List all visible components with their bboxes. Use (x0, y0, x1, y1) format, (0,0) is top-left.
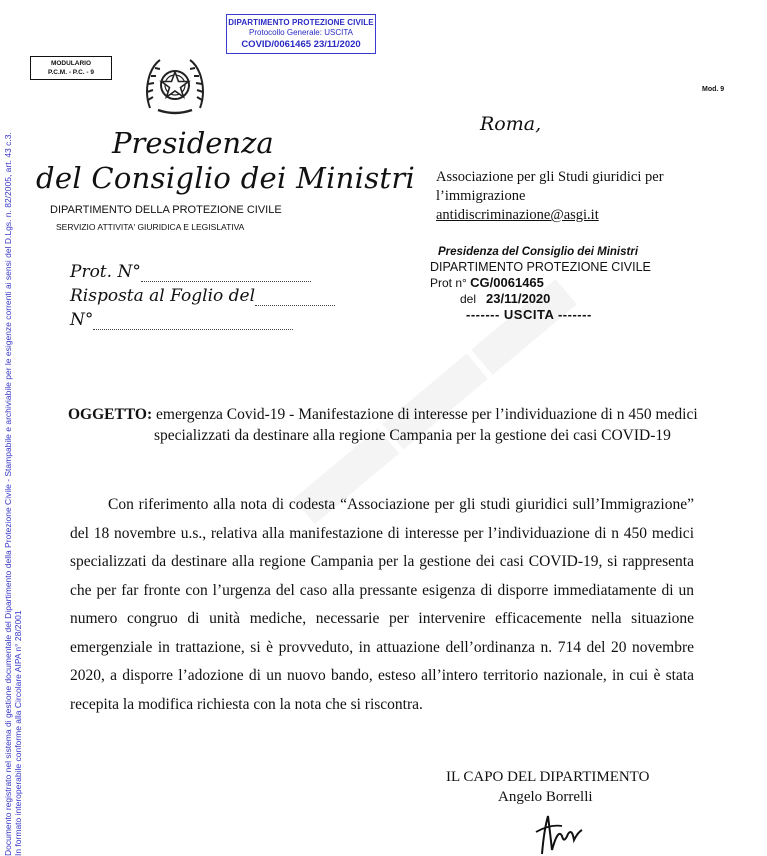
prot-blank-line (141, 265, 311, 282)
handwritten-signature-icon (528, 810, 588, 856)
subject-line-2: specializzati da destinare alla regione Campania per la gestione dei casi COVID-19 (154, 427, 671, 444)
signatory-title: IL CAPO DEL DIPARTIMENTO (446, 769, 650, 785)
city-label: Roma, (480, 113, 542, 135)
protocol-stamp (430, 245, 651, 322)
stamp-protocol-type: Protocollo Generale: USCITA (249, 28, 353, 37)
modulario-code: P.C.M. - P.C. - 9 (48, 69, 94, 76)
margin-registration-note (3, 36, 33, 856)
n-label: N° (70, 310, 94, 330)
n-blank-line (93, 313, 293, 330)
modulario-box (30, 56, 112, 80)
protocol-number-label: Prot n° (430, 276, 467, 290)
risposta-blank-line (255, 289, 335, 306)
letter-body: Con riferimento alla nota di codesta “Associazione per gli studi giuridici sull’Immigrazione” del 18 novembre u.s., relativa alla manifestazione di interesse per l’individuazione di n 450 medici specializzati da destinare alla regione Campania per la gestione dei casi COVID-19, si rappresenta che per far fronte con l’urgenza del caso alla pressante esigenza di disporre immediatamente di un numero congruo di unità mediche, necessarie per intervenire efficacemente nella situazione emergenziale in trattazione, si è provveduto, in attuazione dell’ordinanza n. 714 del 20 novembre 2020, a disporre l’adozione di un nuovo bando, esteso all’intero territorio nazionale, in cui è stata recepita la modifica richiesta con la nota che si riscontra. (70, 496, 694, 713)
protocol-stamp-number-row (430, 275, 651, 291)
signatory-name: Angelo Borrelli (498, 789, 593, 805)
protocol-stamp-department: DIPARTIMENTO PROTEZIONE CIVILE (430, 260, 651, 274)
prot-row (70, 258, 335, 282)
model-number: Mod. 9 (702, 86, 725, 93)
modulario-label: MODULARIO (50, 60, 92, 67)
protocol-direction: ------- USCITA ------- (466, 307, 592, 322)
protocol-stamp-presidenza: Presidenza del Consiglio dei Ministri (438, 246, 639, 258)
protocol-number-value: CG/0061465 (470, 275, 544, 290)
protocol-stamp-date-row (460, 291, 651, 307)
margin-note-line-1: Documento registrato nel sistema di gestione documentale del Dipartimento della Protezione Civile - Stampabile e archiviabile per le esigenze correnti ai sensi del D.Lgs. n. 82/2005, art. 43 c.3. (3, 132, 13, 856)
addressee-line-2: l’immigrazione (436, 188, 526, 204)
addressee-line-1: Associazione per gli Studi giuridici per (436, 169, 664, 185)
addressee-email-link[interactable]: antidiscriminazione@asgi.it (436, 207, 599, 223)
risposta-label: Risposta al Foglio del (70, 286, 256, 306)
stamp-protocol-number: COVID/0061465 23/11/2020 (241, 39, 361, 50)
presidenza-heading: Presidenza (112, 126, 274, 160)
service-name: SERVIZIO ATTIVITA' GIURIDICA E LEGISLATIVA (56, 222, 245, 232)
risposta-row (70, 282, 335, 306)
n-row (70, 306, 335, 330)
margin-note-line-2: In formato interoperabile conforme alla Circolare AIPA n° 28/2001 (13, 610, 23, 856)
stamp-department: DIPARTIMENTO PROTEZIONE CIVILE (228, 18, 374, 27)
protocol-date-value: 23/11/2020 (486, 291, 551, 306)
protocol-date-label: del (460, 292, 477, 306)
subject-label: OGGETTO (68, 406, 147, 423)
department-name: DIPARTIMENTO DELLA PROTEZIONE CIVILE (50, 204, 282, 216)
subject-line-1: emergenza Covid-19 - Manifestazione di interesse per l’individuazione di n 450 medici (156, 406, 698, 423)
italian-republic-emblem-icon (140, 52, 210, 118)
prot-label: Prot. N° (70, 262, 141, 282)
protocol-reference-fields (70, 258, 335, 330)
consiglio-ministri-heading: del Consiglio dei Ministri (36, 161, 416, 195)
subject-block: OGGETTO: emergenza Covid-19 - Manifestazione di interesse per l’individuazione di n 450 medici specializzati da destinare alla regione Campania per la gestione dei casi COVID-19 (68, 404, 748, 446)
addressee-block (436, 168, 664, 225)
top-protocol-stamp (226, 14, 376, 54)
